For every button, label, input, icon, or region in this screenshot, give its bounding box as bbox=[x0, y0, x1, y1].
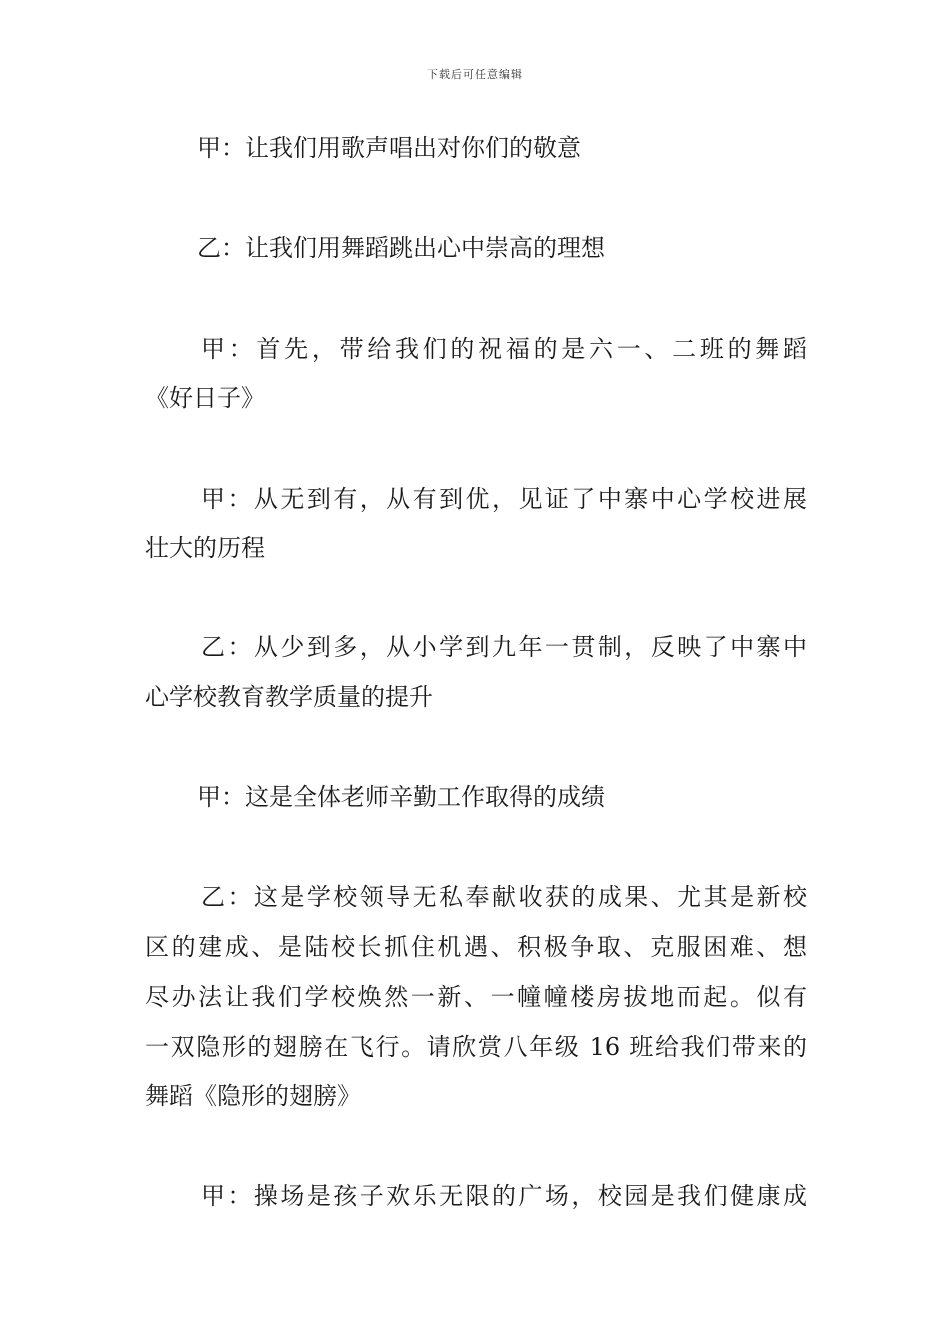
paragraph-line: 乙：这是学校领导无私奉献收获的成果、尤其是新校 bbox=[201, 883, 807, 911]
paragraph-line: 甲：操场是孩子欢乐无限的广场，校园是我们健康成 bbox=[201, 1182, 807, 1210]
paragraph-line: 甲：让我们用歌声唱出对你们的敬意 bbox=[197, 134, 581, 162]
paragraph-line: 尽办法让我们学校焕然一新、一幢幢楼房拔地而起。似有 bbox=[145, 983, 807, 1011]
page-header: 下载后可任意编辑 bbox=[427, 68, 523, 81]
paragraph-line: 一双隐形的翅膀在飞行。请欣赏八年级 16 班给我们带来的 bbox=[145, 1033, 807, 1061]
paragraph-line: 舞蹈《隐形的翅膀》 bbox=[145, 1082, 361, 1110]
paragraph-line: 心学校教育教学质量的提升 bbox=[145, 683, 433, 711]
paragraph-line: 壮大的历程 bbox=[145, 534, 265, 562]
paragraph-line: 乙：从少到多，从小学到九年一贯制，反映了中寨中 bbox=[201, 633, 807, 661]
paragraph-line: 甲：从无到有，从有到优，见证了中寨中心学校进展 bbox=[201, 485, 807, 513]
paragraph-line: 区的建成、是陆校长抓住机遇、积极争取、克服困难、想 bbox=[145, 933, 807, 961]
paragraph-line: 甲：这是全体老师辛勤工作取得的成绩 bbox=[197, 783, 605, 811]
paragraph-line: 甲：首先，带给我们的祝福的是六一、二班的舞蹈 bbox=[201, 335, 807, 363]
paragraph-line: 乙：让我们用舞蹈跳出心中崇高的理想 bbox=[197, 234, 605, 262]
paragraph-line: 《好日子》 bbox=[145, 384, 265, 412]
